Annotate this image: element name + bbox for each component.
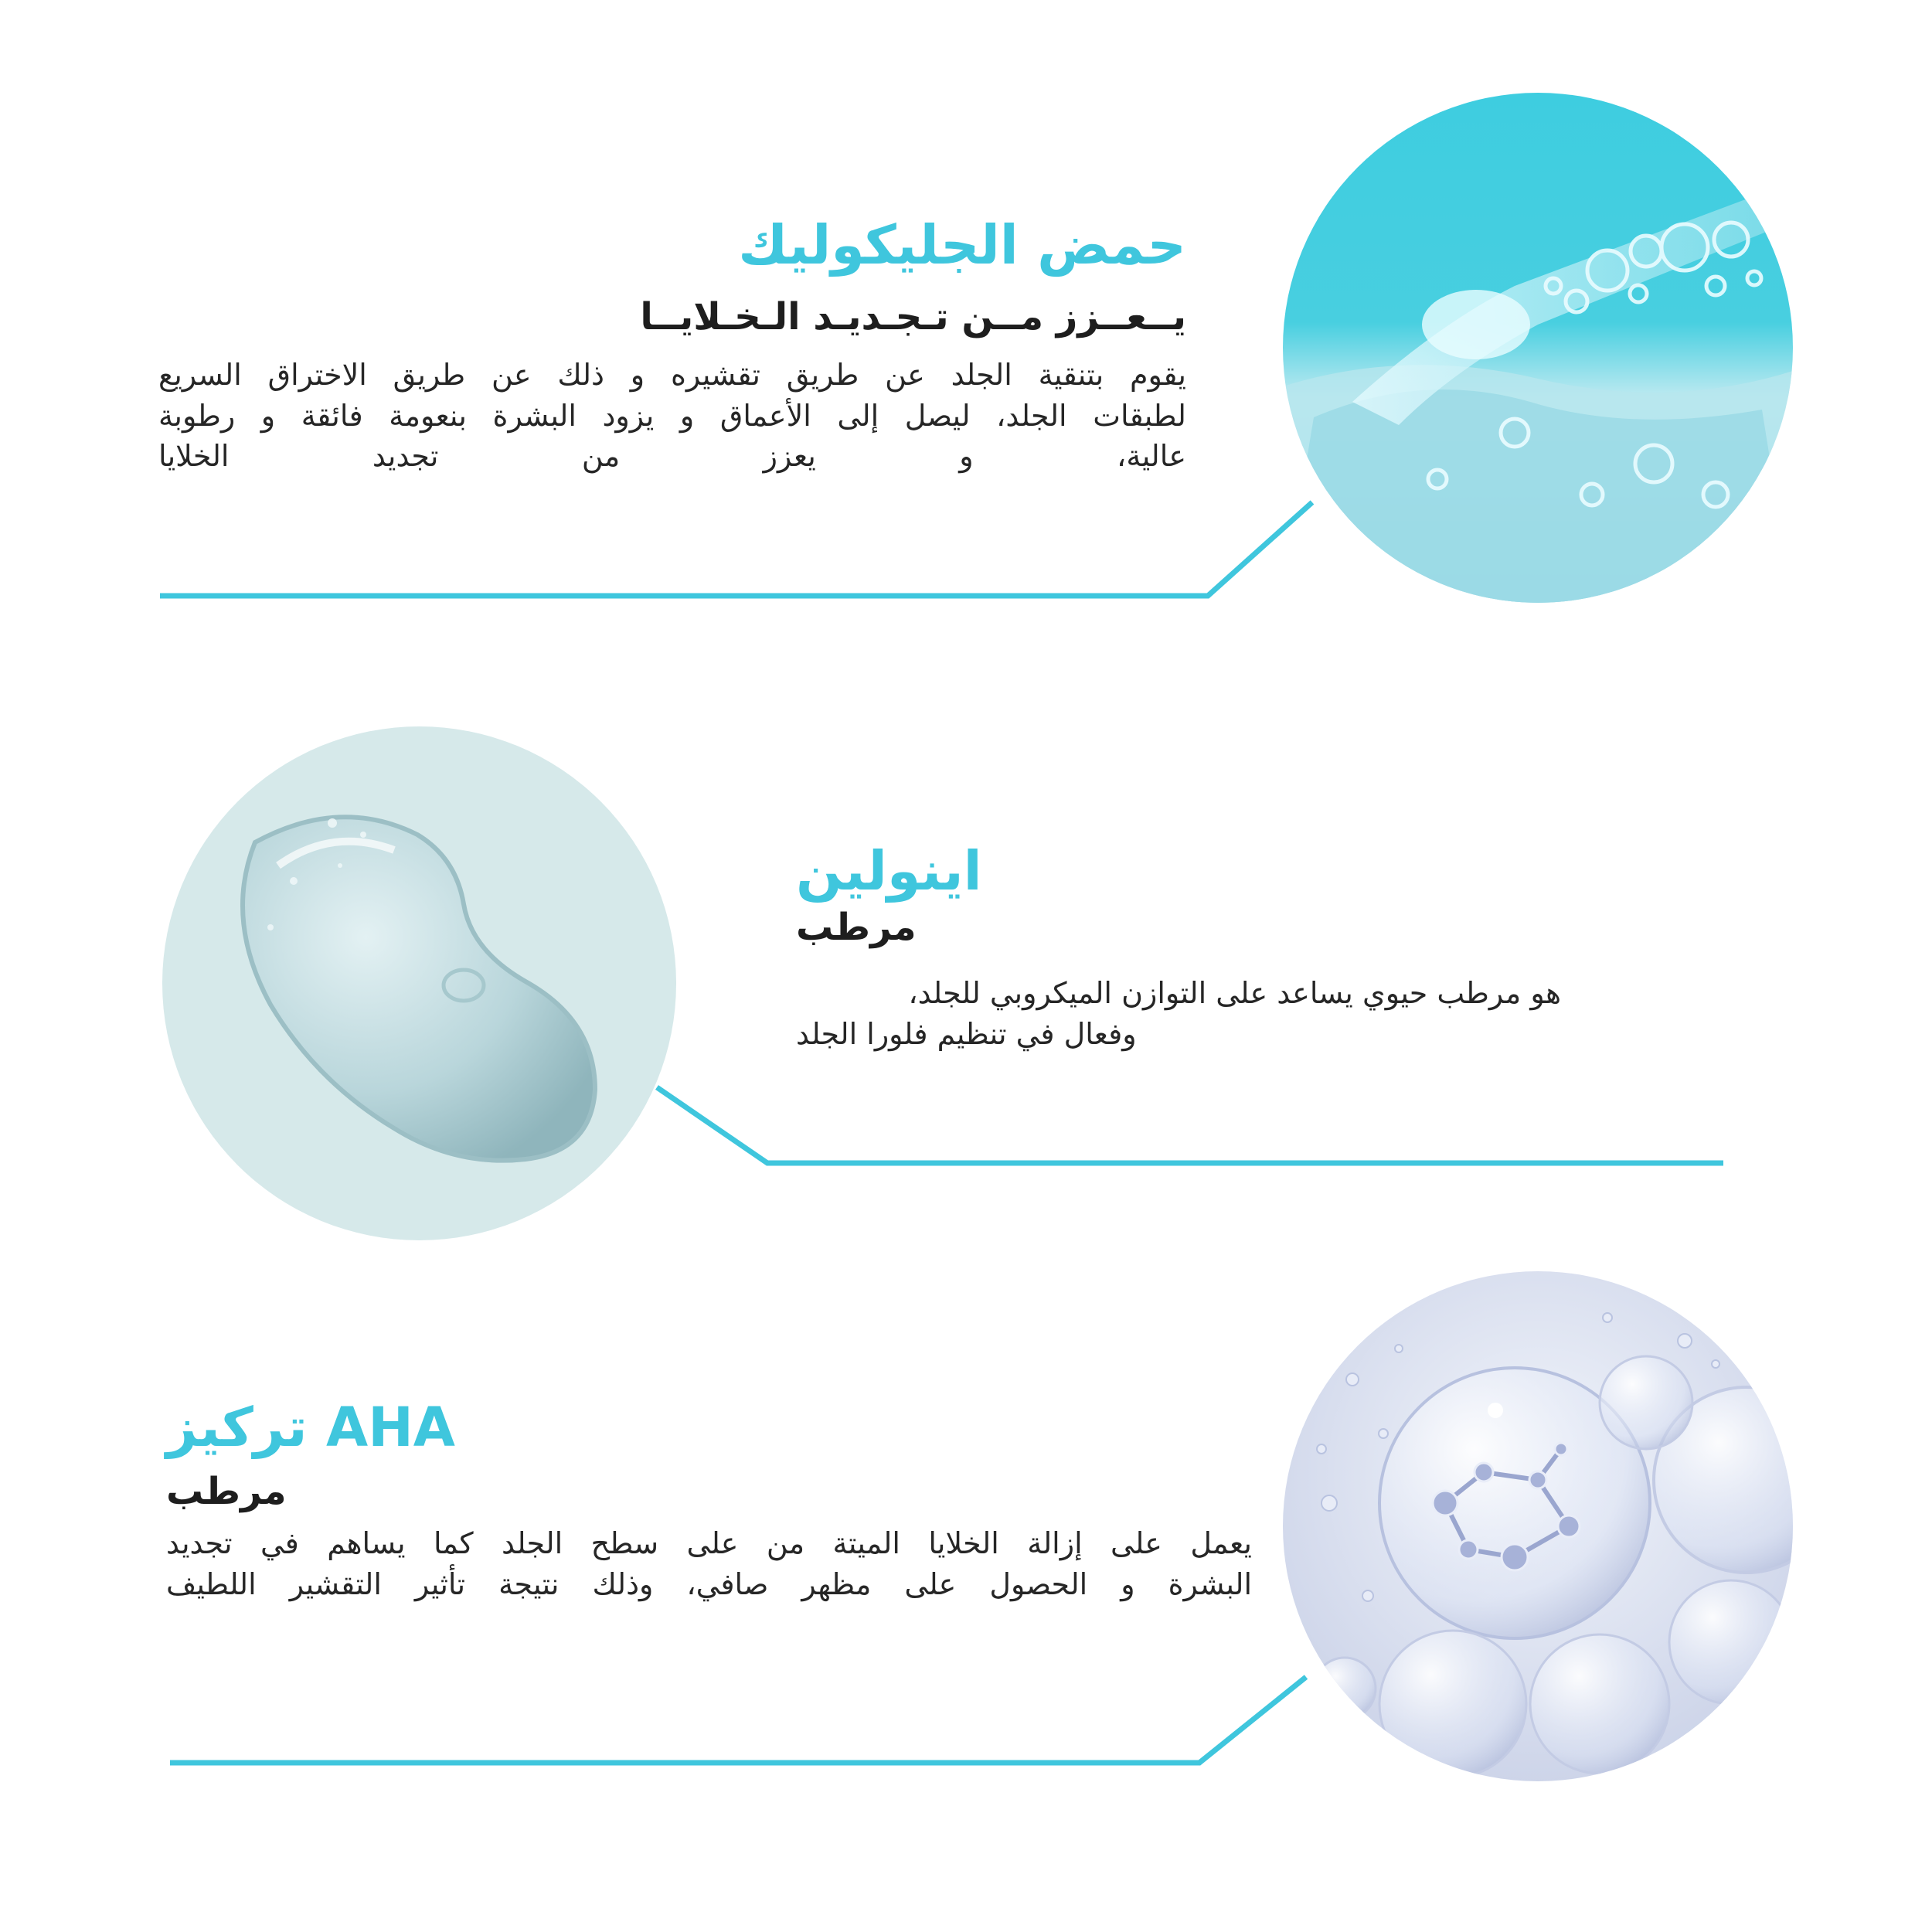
ingredient-title: حمض الجليكوليك [738,213,1186,277]
description-line: هو مرطب حيوي يساعد على التوازن الميكروبي للجلد، [908,976,1561,1011]
ingredient-title: اينولين [796,839,982,903]
ingredient-subtitle: مرطب [796,906,917,949]
description-line: وفعال في تنظيم فلورا الجلد [796,1016,1137,1051]
ingredient-subtitle: يــعــزز مــن تـجـديـد الـخـلايــا [640,295,1186,338]
ingredient-subtitle: مرطب [166,1470,287,1513]
description-line: يقوم بتنقية الجلد عن طريق تقشيره و ذلك عن طريق الاختراق السريع [158,358,1186,393]
description-line: عالية، و يعزز من تجديد الخلايا [158,439,1186,474]
description-line: يعمل على إزالة الخلايا الميتة من على سطح الجلد كما يساهم في تجديد [166,1526,1252,1561]
molecule-bubbles-photo [1283,1271,1793,1781]
description-line: البشرة و الحصول على مظهر صافي، وذلك نتيجة تأثير التقشير اللطيف [166,1566,1252,1601]
ingredient-title: تركيز AHA [166,1396,455,1459]
ingredient-description [166,1523,1252,1604]
description-line: لطبقات الجلد، ليصل إلى الأعماق و يزود البشرة بنعومة فائقة و رطوبة [158,398,1186,433]
ingredient-text-block [166,1395,1252,1604]
